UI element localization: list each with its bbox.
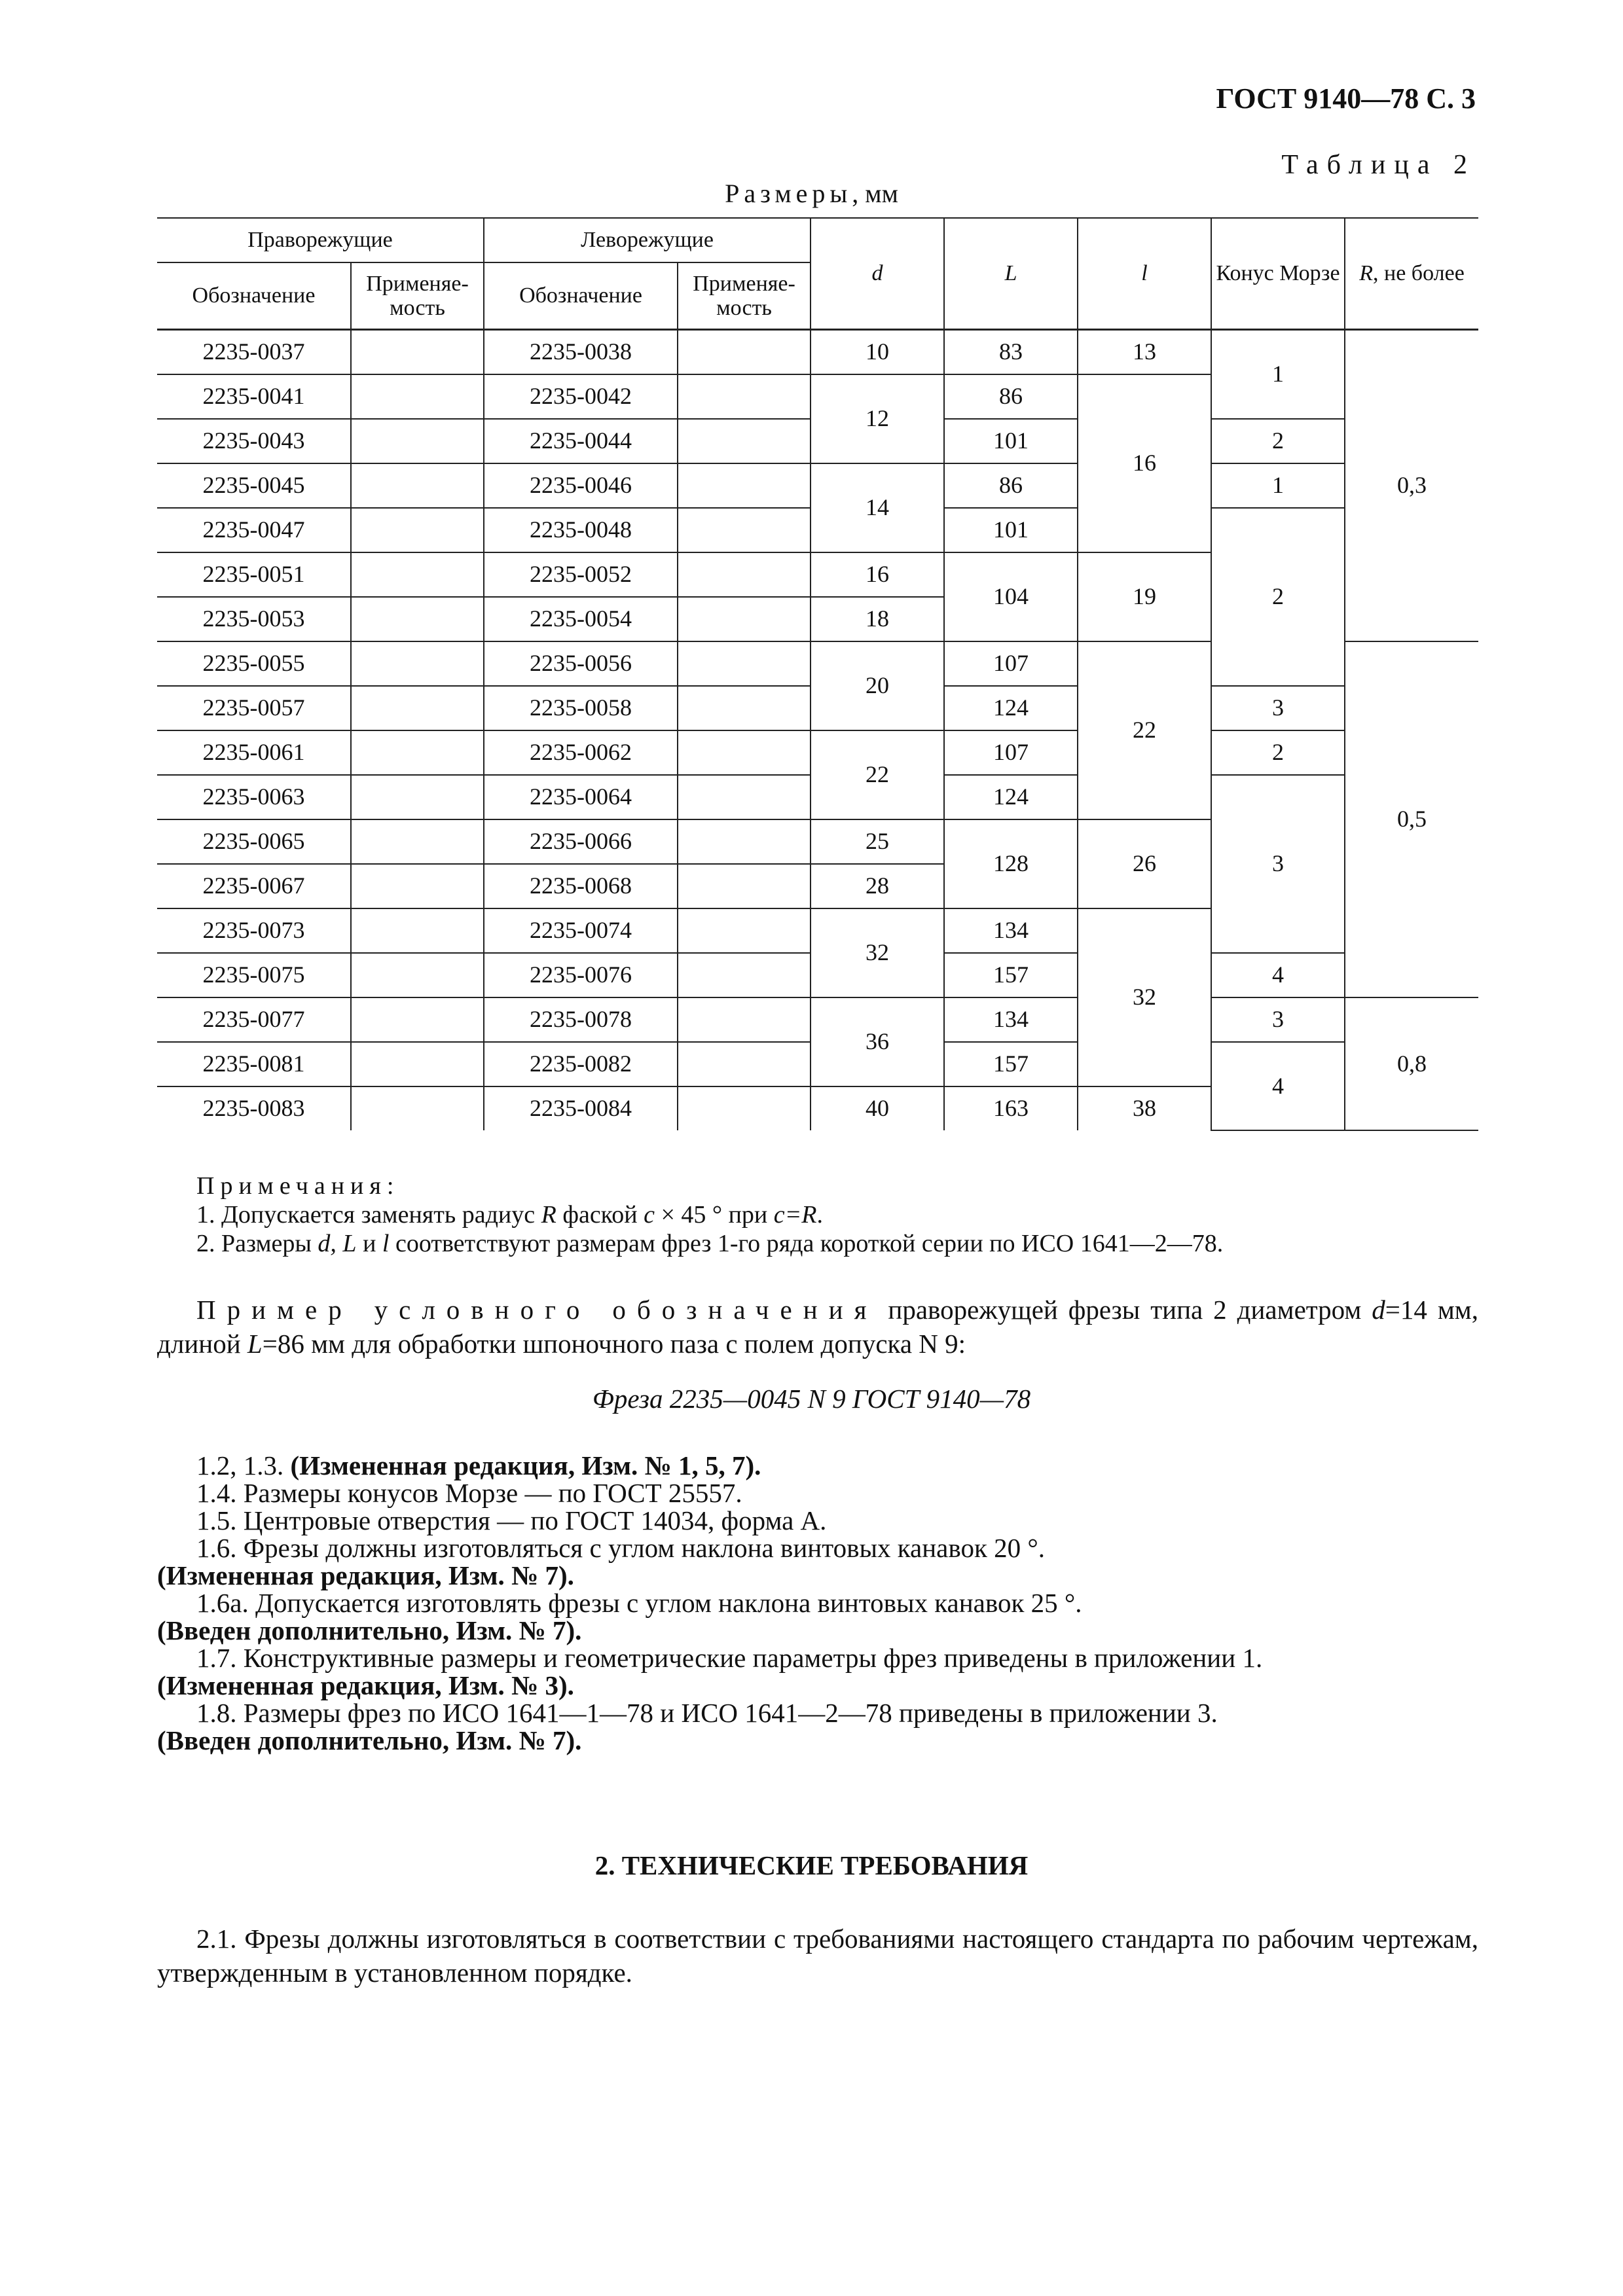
dimensions-table	[157, 217, 1478, 1131]
example-text2: =14 мм, длиной	[157, 1295, 1479, 1359]
left-applicability-cell	[678, 997, 811, 1042]
note-1	[196, 1200, 1223, 1229]
right-designation-cell: 2235-0047	[157, 508, 351, 552]
morse-cell: 2	[1211, 419, 1345, 463]
right-designation-cell: 2235-0067	[157, 864, 351, 908]
left-designation-cell: 2235-0054	[484, 597, 678, 641]
R-cell: 0,5	[1345, 641, 1478, 997]
header-R-suffix: , не более	[1373, 261, 1465, 286]
header-right-cut: Праворежущие	[157, 218, 484, 262]
right-applicability-cell	[351, 508, 484, 552]
L-cell: 107	[944, 641, 1078, 686]
header-d: d	[811, 218, 944, 330]
l-cell: 16	[1078, 374, 1211, 552]
left-applicability-cell	[678, 730, 811, 775]
left-applicability-cell	[678, 953, 811, 997]
table-row	[157, 997, 1478, 1042]
morse-cell: 2	[1211, 508, 1345, 686]
right-designation-cell: 2235-0075	[157, 953, 351, 997]
header-left-cut: Леворежущие	[484, 218, 811, 262]
right-applicability-cell	[351, 953, 484, 997]
section-title: 2. ТЕХНИЧЕСКИЕ ТРЕБОВАНИЯ	[594, 1850, 1029, 1880]
header-l: l	[1078, 218, 1211, 330]
example-lead: Пример условного обозначения	[196, 1295, 878, 1325]
right-applicability-cell	[351, 330, 484, 375]
note-2-vars: d, L	[318, 1230, 357, 1257]
right-applicability-cell	[351, 730, 484, 775]
right-applicability-cell	[351, 1042, 484, 1086]
left-designation-cell: 2235-0056	[484, 641, 678, 686]
clause-1-5: 1.5. Центровые отверстия — по ГОСТ 14034, форма А.	[196, 1505, 827, 1535]
right-designation-cell: 2235-0051	[157, 552, 351, 597]
L-cell: 134	[944, 908, 1078, 953]
left-applicability-cell	[678, 597, 811, 641]
left-designation-cell: 2235-0038	[484, 330, 678, 375]
table-body	[157, 330, 1478, 1131]
left-designation-cell: 2235-0042	[484, 374, 678, 419]
right-applicability-cell	[351, 819, 484, 864]
d-cell: 12	[811, 374, 944, 463]
clause-1-8: 1.8. Размеры фрез по ИСО 1641—1—78 и ИСО 1641—2—78 приведены в приложении 3.	[196, 1698, 1218, 1728]
left-designation-cell: 2235-0064	[484, 775, 678, 819]
clause-1-7: 1.7. Конструктивные размеры и геометрические параметры фрез приведены в приложении 1.	[196, 1643, 1263, 1673]
left-applicability-cell	[678, 374, 811, 419]
left-applicability-cell	[678, 1042, 811, 1086]
note-2-l: l	[382, 1230, 390, 1257]
right-applicability-cell	[351, 463, 484, 508]
left-designation-cell: 2235-0068	[484, 864, 678, 908]
morse-cell: 3	[1211, 686, 1345, 730]
note-1-text2: фаской	[556, 1201, 644, 1229]
d-cell: 28	[811, 864, 944, 908]
l-cell: 13	[1078, 330, 1211, 375]
clause-1-7-amend: (Измененная редакция, Изм. № 3).	[157, 1670, 574, 1700]
table-row	[157, 330, 1478, 375]
clause-1-2	[196, 1452, 1262, 1479]
note-1-text3: × 45 ° при	[654, 1201, 774, 1229]
right-designation-cell: 2235-0083	[157, 1086, 351, 1130]
example-L: L	[247, 1329, 263, 1359]
right-applicability-cell	[351, 597, 484, 641]
morse-cell: 2	[1211, 730, 1345, 775]
L-cell: 157	[944, 953, 1078, 997]
header-R	[1345, 218, 1478, 330]
L-cell: 157	[944, 1042, 1078, 1086]
note-1-c: c	[644, 1201, 655, 1229]
header-left-designation: Обозначение	[484, 262, 678, 330]
left-designation-cell: 2235-0084	[484, 1086, 678, 1130]
d-cell: 22	[811, 730, 944, 819]
left-designation-cell: 2235-0048	[484, 508, 678, 552]
right-designation-cell: 2235-0053	[157, 597, 351, 641]
d-cell: 14	[811, 463, 944, 552]
right-applicability-cell	[351, 641, 484, 686]
right-designation-cell: 2235-0061	[157, 730, 351, 775]
morse-cell: 1	[1211, 330, 1345, 420]
left-designation-cell: 2235-0046	[484, 463, 678, 508]
notes-title: Примечания:	[196, 1172, 400, 1200]
dimensions-label: Размеры	[725, 179, 852, 208]
l-cell: 19	[1078, 552, 1211, 641]
clause-2-1: 2.1. Фрезы должны изготовляться в соответствии с требованиями настоящего стандарта по рабочим чертежам, утвержденным в установленном порядке.	[157, 1924, 1478, 1988]
d-cell: 18	[811, 597, 944, 641]
L-cell: 86	[944, 463, 1078, 508]
left-designation-cell: 2235-0076	[484, 953, 678, 997]
morse-cell: 4	[1211, 1042, 1345, 1130]
morse-cell: 4	[1211, 953, 1345, 997]
L-cell: 83	[944, 330, 1078, 375]
morse-cell: 3	[1211, 775, 1345, 953]
clause-1-2-amend: (Измененная редакция, Изм. № 1, 5, 7).	[290, 1450, 761, 1480]
note-1-cR: c=R	[773, 1201, 817, 1229]
left-designation-cell: 2235-0078	[484, 997, 678, 1042]
left-designation-cell: 2235-0066	[484, 819, 678, 864]
designation-example	[157, 1293, 1478, 1361]
left-applicability-cell	[678, 775, 811, 819]
left-designation-cell: 2235-0082	[484, 1042, 678, 1086]
note-1-text: 1. Допускается заменять радиус	[196, 1201, 541, 1229]
right-applicability-cell	[351, 419, 484, 463]
left-designation-cell: 2235-0062	[484, 730, 678, 775]
d-cell: 20	[811, 641, 944, 730]
L-cell: 128	[944, 819, 1078, 908]
note-2-and: и	[356, 1230, 382, 1257]
left-designation-cell: 2235-0074	[484, 908, 678, 953]
right-applicability-cell	[351, 686, 484, 730]
clause-1-6: 1.6. Фрезы должны изготовляться с углом наклона винтовых канавок 20 °.	[196, 1533, 1046, 1563]
header-right-applicability: Применяе-мость	[351, 262, 484, 330]
notes	[196, 1172, 1223, 1258]
d-cell: 25	[811, 819, 944, 864]
L-cell: 124	[944, 775, 1078, 819]
right-applicability-cell	[351, 775, 484, 819]
left-applicability-cell	[678, 864, 811, 908]
L-cell: 124	[944, 686, 1078, 730]
page-header: ГОСТ 9140—78 С. 3	[1216, 82, 1476, 115]
right-applicability-cell	[351, 997, 484, 1042]
l-cell: 32	[1078, 908, 1211, 1086]
d-cell: 16	[811, 552, 944, 597]
clause-1-4: 1.4. Размеры конусов Морзе — по ГОСТ 25557.	[196, 1478, 742, 1508]
L-cell: 101	[944, 508, 1078, 552]
right-designation-cell: 2235-0043	[157, 419, 351, 463]
header-right-designation: Обозначение	[157, 262, 351, 330]
right-designation-cell: 2235-0063	[157, 775, 351, 819]
clause-1-6a: 1.6а. Допускается изготовлять фрезы с углом наклона винтовых канавок 25 °.	[196, 1588, 1082, 1618]
right-designation-cell: 2235-0077	[157, 997, 351, 1042]
note-2	[196, 1229, 1223, 1258]
d-cell: 36	[811, 997, 944, 1086]
left-applicability-cell	[678, 819, 811, 864]
header-left-applicability: Применяе-мость	[678, 262, 811, 330]
l-cell: 22	[1078, 641, 1211, 819]
right-applicability-cell	[351, 908, 484, 953]
left-designation-cell: 2235-0052	[484, 552, 678, 597]
morse-cell: 3	[1211, 997, 1345, 1042]
left-applicability-cell	[678, 508, 811, 552]
L-cell: 134	[944, 997, 1078, 1042]
L-cell: 163	[944, 1086, 1078, 1130]
right-designation-cell: 2235-0037	[157, 330, 351, 375]
right-applicability-cell	[351, 864, 484, 908]
table-row	[157, 730, 1478, 775]
right-designation-cell: 2235-0073	[157, 908, 351, 953]
right-designation-cell: 2235-0081	[157, 1042, 351, 1086]
left-applicability-cell	[678, 1086, 811, 1130]
right-designation-cell: 2235-0045	[157, 463, 351, 508]
header-L: L	[944, 218, 1078, 330]
example-text3: =86 мм для обработки шпоночного паза с полем допуска N 9:	[262, 1329, 966, 1359]
left-applicability-cell	[678, 419, 811, 463]
right-applicability-cell	[351, 552, 484, 597]
left-applicability-cell	[678, 908, 811, 953]
L-cell: 107	[944, 730, 1078, 775]
right-designation-cell: 2235-0065	[157, 819, 351, 864]
left-designation-cell: 2235-0058	[484, 686, 678, 730]
d-cell: 10	[811, 330, 944, 375]
d-cell: 40	[811, 1086, 944, 1130]
note-2-text: 2. Размеры	[196, 1230, 318, 1257]
example-text: праворежущей фрезы типа 2 диаметром	[877, 1295, 1372, 1325]
note-1-R: R	[541, 1201, 556, 1229]
header-R-symbol: R	[1359, 261, 1374, 286]
right-designation-cell: 2235-0055	[157, 641, 351, 686]
clause-1-6a-amend: (Введен дополнительно, Изм. № 7).	[157, 1615, 582, 1645]
L-cell: 104	[944, 552, 1078, 641]
dimensions-caption	[0, 178, 1623, 209]
note-1-end: .	[816, 1201, 823, 1229]
left-applicability-cell	[678, 686, 811, 730]
d-cell: 32	[811, 908, 944, 997]
left-designation-cell: 2235-0044	[484, 419, 678, 463]
header-morse-taper: Конус Морзе	[1211, 218, 1345, 330]
table-row	[157, 463, 1478, 508]
left-applicability-cell	[678, 641, 811, 686]
l-cell: 38	[1078, 1086, 1211, 1130]
dimensions-unit: , мм	[852, 179, 898, 208]
example-d: d	[1372, 1295, 1385, 1325]
left-applicability-cell	[678, 463, 811, 508]
l-cell: 26	[1078, 819, 1211, 908]
right-applicability-cell	[351, 1086, 484, 1130]
clause-1-6-amend: (Измененная редакция, Изм. № 7).	[157, 1560, 574, 1590]
right-designation-cell: 2235-0041	[157, 374, 351, 419]
left-applicability-cell	[678, 330, 811, 375]
R-cell: 0,8	[1345, 997, 1478, 1130]
R-cell: 0,3	[1345, 330, 1478, 642]
clause-1-2-num: 1.2, 1.3.	[196, 1450, 291, 1480]
morse-cell: 1	[1211, 463, 1345, 508]
clause-1-8-amend: (Введен дополнительно, Изм. № 7).	[157, 1725, 582, 1755]
left-applicability-cell	[678, 552, 811, 597]
table-caption: Таблица 2	[1281, 150, 1476, 180]
L-cell: 86	[944, 374, 1078, 419]
right-applicability-cell	[351, 374, 484, 419]
example-formula: Фреза 2235—0045 N 9 ГОСТ 9140—78	[592, 1384, 1031, 1414]
L-cell: 101	[944, 419, 1078, 463]
clauses	[157, 1450, 1263, 1755]
note-2-rest: соответствуют размерам фрез 1-го ряда короткой серии по ИСО 1641—2—78.	[389, 1230, 1224, 1257]
right-designation-cell: 2235-0057	[157, 686, 351, 730]
